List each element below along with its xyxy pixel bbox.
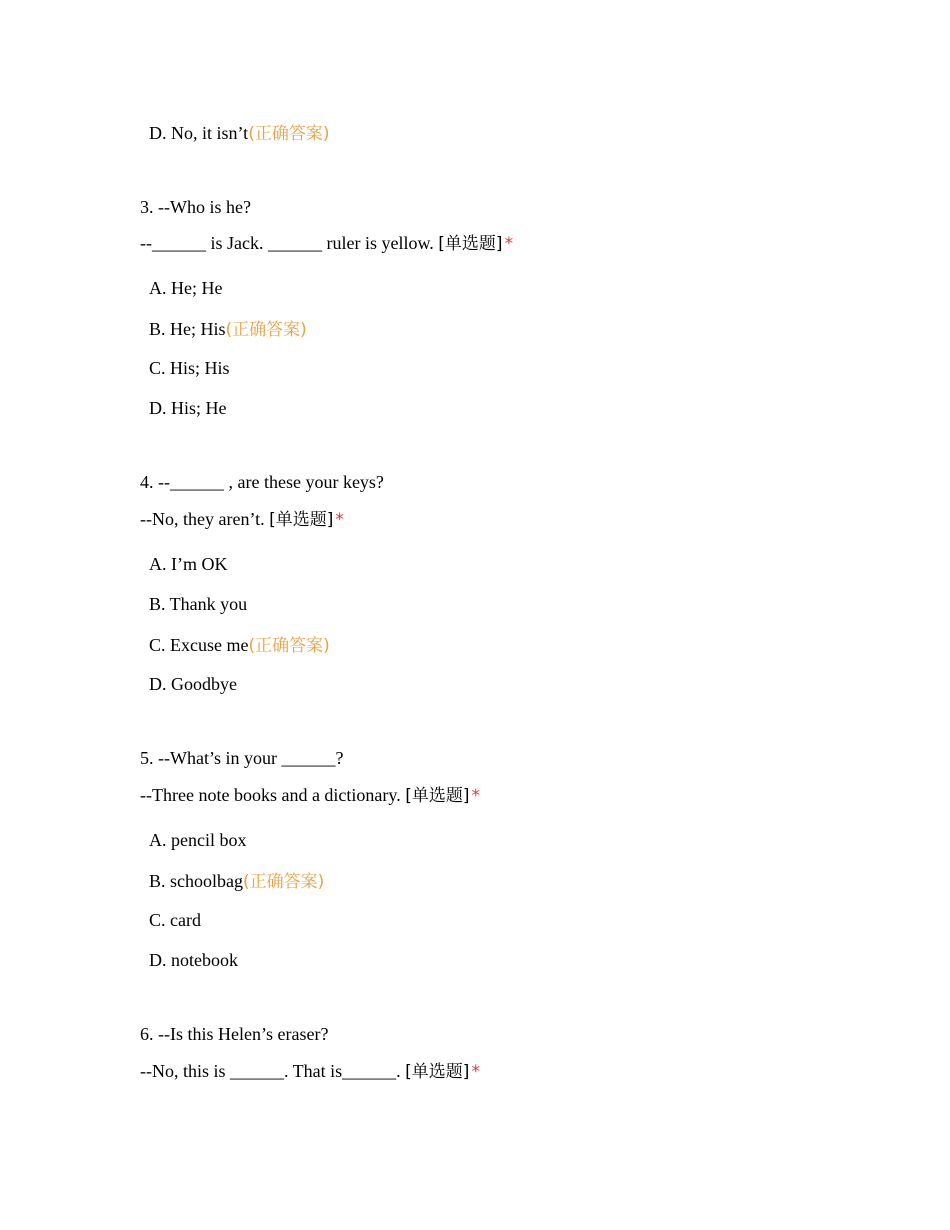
option-text: D. Goodbye [149, 674, 237, 694]
question-4-option-d[interactable] [149, 673, 237, 695]
option-text: C. card [149, 910, 201, 930]
question-type-label: [单选题] [269, 510, 334, 530]
correct-answer-tag: (正确答案) [248, 636, 330, 656]
option-text: D. No, it isn’t [149, 123, 249, 143]
question-3-option-b[interactable] [149, 318, 307, 341]
question-4-option-a[interactable] [149, 553, 228, 575]
option-text: D. notebook [149, 950, 238, 970]
option-text: D. His; He [149, 398, 227, 418]
question-5-option-a[interactable] [149, 829, 246, 851]
option-text: B. Thank you [149, 594, 248, 614]
stem-text: --No, they aren’t. [140, 509, 270, 529]
required-asterisk: * [471, 786, 481, 806]
option-text: C. His; His [149, 358, 230, 378]
question-5-prompt: 5. --What’s in your ______? [140, 748, 344, 768]
question-5-option-d[interactable] [149, 949, 238, 971]
question-4-prompt: 4. --______ , are these your keys? [140, 472, 384, 492]
question-type-label: [单选题] [405, 1062, 470, 1082]
question-6-prompt: 6. --Is this Helen’s eraser? [140, 1024, 329, 1044]
option-text: A. He; He [149, 278, 223, 298]
option-text: A. I’m OK [149, 554, 228, 574]
option-text: B. He; His [149, 319, 226, 339]
question-type-label: [单选题] [405, 786, 470, 806]
question-3-prompt: 3. --Who is he? [140, 197, 251, 217]
question-5-option-b[interactable] [149, 870, 324, 893]
question-5-option-c[interactable] [149, 909, 201, 931]
question-4-option-b[interactable] [149, 593, 247, 615]
question-3-option-d[interactable] [149, 397, 227, 419]
option-prev-d [149, 122, 329, 145]
required-asterisk: * [335, 510, 344, 530]
stem-text: --No, this is ______. That is______. [140, 1061, 406, 1081]
correct-answer-tag: (正确答案) [248, 124, 330, 144]
question-3-option-a[interactable] [149, 277, 222, 299]
option-text: A. pencil box [149, 830, 247, 850]
required-asterisk: * [504, 234, 514, 254]
option-text: B. schoolbag [149, 871, 243, 891]
stem-text: --______ is Jack. ______ ruler is yellow. [140, 233, 439, 253]
question-4-option-c[interactable] [149, 634, 330, 657]
correct-answer-tag: (正确答案) [243, 872, 325, 892]
correct-answer-tag: (正确答案) [225, 320, 307, 340]
question-type-label: [单选题] [438, 234, 503, 254]
stem-text: --Three note books and a dictionary. [140, 785, 406, 805]
question-5-stem [140, 784, 480, 807]
required-asterisk: * [471, 1062, 480, 1082]
question-3-stem [140, 232, 513, 255]
question-4-stem [140, 508, 344, 531]
question-6-stem [140, 1060, 480, 1083]
option-text: C. Excuse me [149, 635, 249, 655]
question-3-option-c[interactable] [149, 357, 230, 379]
